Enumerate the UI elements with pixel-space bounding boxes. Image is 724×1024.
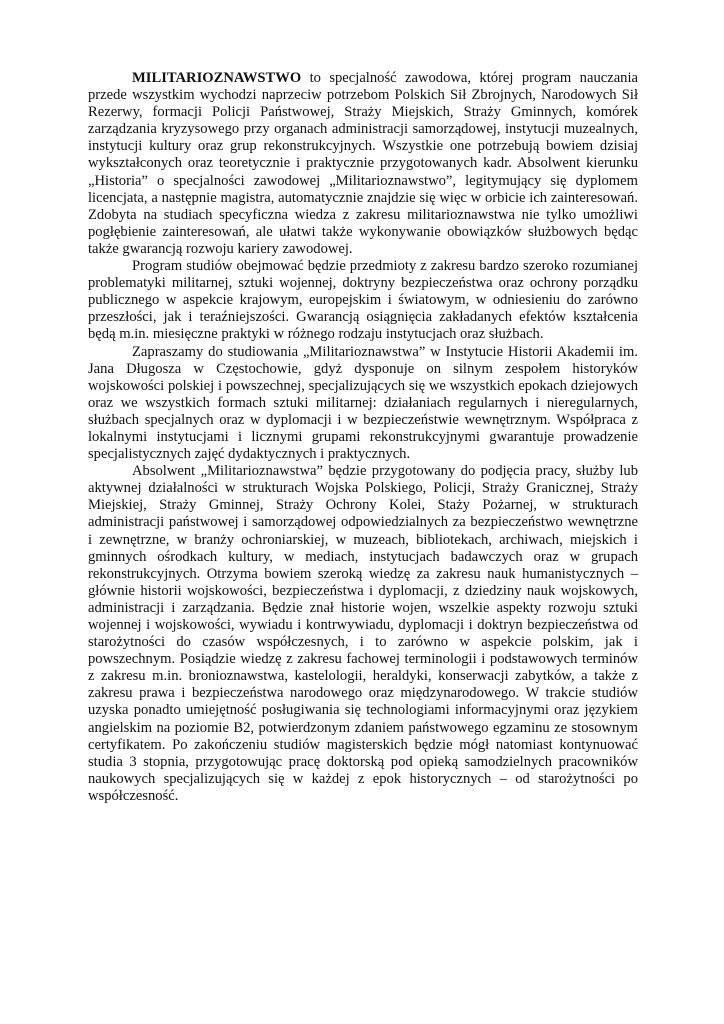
paragraph-invitation: Zapraszamy do studiowania „Militarioznawstwa” w Instytucie Historii Akademii im. Jana Długosza w Częstochowie, gdyż dysponuje on silnym zespołem historyków wojskowości polskiej i powszechnej, specjalizujących się we wszystkich epokach dziejowych oraz we wszystkich formach sztuki militarnej: działaniach regularnych i nieregularnych, służbach specjalnych oraz w dyplomacji i w bezpieczeństwie wewnętrznym. Współpraca z lokalnymi instytucjami i licznymi grupami rekonstrukcyjnymi gwarantuje prowadzenie specjalistycznych zajęć dydaktycznych i praktycznych.	[88, 343, 638, 463]
paragraph-intro	[88, 70, 638, 258]
paragraph-graduate: Absolwent „Militarioznawstwa” będzie przygotowany do podjęcia pracy, służby lub aktywnej działalności w strukturach Wojska Polskiego, Policji, Straży Granicznej, Straży Miejskiej, Straży Gminnej, Straży Ochrony Kolei, Staży Pożarnej, w strukturach administracji państwowej i samorządowej odpowiedzialnych za bezpieczeństwo wewnętrzne i zewnętrzne, w branży ochroniarskiej, w muzeach, bibliotekach, archiwach, miejskich i gminnych ośrodkach kultury, w mediach, instytucjach badawczych oraz w grupach rekonstrukcyjnych. Otrzyma bowiem szeroką wiedzę za zakresu nauk humanistycznych – głównie historii wojskowości, bezpieczeństwa i dyplomacji, z dziedziny nauk wojskowych, administracji i zarządzania. Będzie znał historie wojen, wszelkie aspekty rozwoju sztuki wojennej i wojskowości, wywiadu i kontrwywiadu, dyplomacji i doktryn bezpieczeństwa od starożytności do czasów współczesnych, i to zarówno w aspekcie polskim, jak i powszechnym. Posiądzie wiedzę z zakresu fachowej terminologii i podstawowych terminów z zakresu m.in. bronioznawstwa, kastelologii, heraldyki, konserwacji zabytków, a także z zakresu prawa i bezpieczeństwa narodowego oraz międzynarodowego. W trakcie studiów uzyska ponadto umiejętność posługiwania się technologiami informacyjnymi oraz językiem angielskim na poziomie B2, potwierdzonym zdaniem państwowego egzaminu ze stosownym certyfikatem. Po zakończeniu studiów magisterskich będzie mógł natomiast kontynuować studia 3 stopnia, przygotowując pracę doktorską pod opieką samodzielnych pracowników naukowych specjalizujących się w każdej z epok historycznych – od starożytności po współczesność.	[88, 463, 638, 804]
lead-term: MILITARIOZNAWSTWO	[132, 70, 302, 86]
paragraph-program: Program studiów obejmować będzie przedmioty z zakresu bardzo szeroko rozumianej problematyki militarnej, sztuki wojennej, doktryny bezpieczeństwa oraz ochrony porządku publicznego w aspekcie krajowym, europejskim i światowym, w odniesieniu do zarówno przeszłości, jak i teraźniejszości. Gwarancją osiągnięcia zakładanych efektów kształcenia będą m.in. miesięczne praktyki w różnego rodzaju instytucjach oraz służbach.	[88, 258, 638, 343]
paragraph-text: to specjalność zawodowa, której program nauczania przede wszystkim wychodzi naprzeciw potrzebom Polskich Sił Zbrojnych, Narodowych Sił Rezerwy, formacji Policji Państwowej, Straży Miejskich, Straży Gminnych, komórek zarządzania kryzysowego przy organach administracji samorządowej, instytucji muzealnych, instytucji kultury oraz grup rekonstrukcyjnych. Wszystkie one potrzebują bowiem dzisiaj wykształconych oraz teoretycznie i praktycznie przygotowanych kadr. Absolwent kierunku „Historia” o specjalności zawodowej „Militarioznawstwo”, legitymujący się dyplomem licencjata, a następnie magistra, automatycznie znajdzie się więc w orbicie ich zainteresowań. Zdobyta na studiach specyficzna wiedza z zakresu militarioznawstwa nie tylko umożliwi pogłębienie zainteresowań, ale ułatwi także wykonywanie obowiązków służbowych będąc także gwarancją rozwoju kariery zawodowej.	[88, 70, 638, 257]
document-page	[88, 70, 638, 805]
